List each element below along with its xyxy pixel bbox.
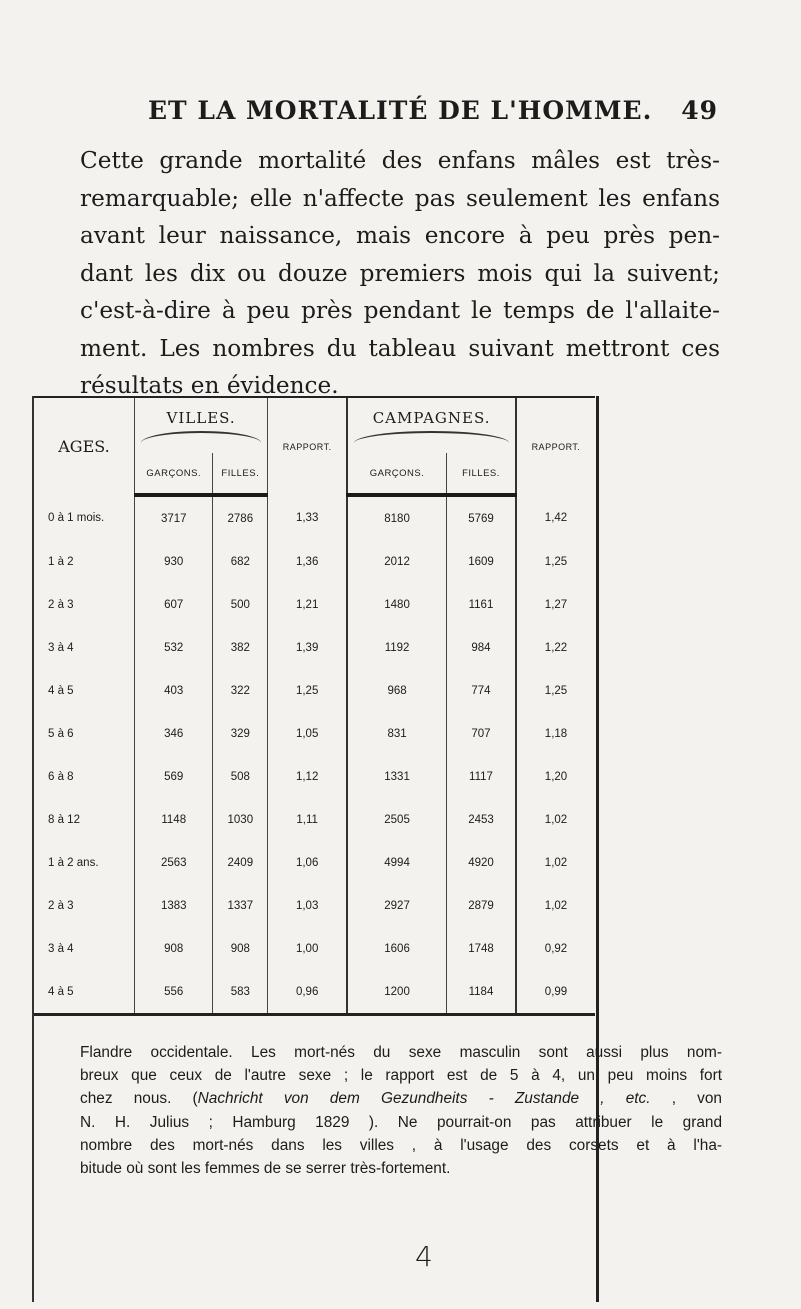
campagnes-rapport-cell: 1,25 (516, 540, 595, 583)
body-paragraph (80, 142, 720, 405)
table-row (34, 540, 595, 583)
campagnes-garcons-cell: 2505 (347, 798, 446, 841)
table-row (34, 669, 595, 712)
villes-garcons-cell: 569 (135, 755, 213, 798)
villes-rapport-header: RAPPORT. (268, 397, 348, 495)
age-cell: 8 à 12 (48, 813, 80, 826)
paragraph-line: avant leur naissance, mais encore à peu près pen- (80, 222, 720, 249)
paragraph-line: remarquable; elle n'affecte pas seulement les enfans (80, 184, 720, 212)
brace-icon (141, 431, 261, 443)
campagnes-filles-cell: 2453 (446, 798, 516, 841)
villes-rapport-cell: 1,05 (268, 712, 348, 755)
villes-garcons-cell: 2563 (135, 841, 213, 884)
villes-rapport-cell: 1,03 (268, 884, 348, 927)
ages-header: AGES. (34, 397, 135, 495)
footnote-line: breux que ceux de l'autre sexe ; le rapport est de 5 à 4, un peu moins fort (80, 1067, 722, 1085)
campagnes-filles-cell: 1184 (446, 970, 516, 1015)
villes-header (135, 397, 268, 453)
villes-garcons-cell: 908 (135, 927, 213, 970)
campagnes-rapport-cell: 1,18 (516, 712, 595, 755)
paragraph-line: ment. Les nombres du tableau suivant mettront ces (80, 334, 720, 362)
campagnes-rapport-cell: 1,02 (516, 884, 595, 927)
age-cell: 2 à 3 (48, 598, 74, 611)
campagnes-garcons-cell: 1192 (347, 626, 446, 669)
villes-filles-header: FILLES. (213, 453, 268, 495)
campagnes-filles-cell: 1117 (446, 755, 516, 798)
campagnes-rapport-cell: 1,02 (516, 841, 595, 884)
villes-filles-cell: 322 (213, 669, 268, 712)
page-number: 49 (681, 96, 718, 125)
footnote-line: Flandre occidentale. Les mort-nés du sexe masculin sont aussi plus nom- (80, 1044, 722, 1061)
campagnes-rapport-cell: 1,20 (516, 755, 595, 798)
campagnes-filles-cell: 707 (446, 712, 516, 755)
villes-rapport-cell: 1,33 (268, 495, 348, 540)
villes-filles-cell: 583 (213, 970, 268, 1015)
footnote-text: , von (671, 1090, 722, 1108)
villes-garcons-cell: 556 (135, 970, 213, 1015)
villes-filles-cell: 1337 (213, 884, 268, 927)
footnote-line: N. H. Julius ; Hamburg 1829 ). Ne pourrait-on pas attribuer le grand (80, 1113, 722, 1131)
age-cell: 2 à 3 (48, 899, 74, 912)
campagnes-filles-header: FILLES. (446, 453, 516, 495)
paragraph-line: dant les dix ou douze premiers mois qui la suivent; (80, 259, 720, 287)
villes-filles-cell: 500 (213, 583, 268, 626)
age-cell: 4 à 5 (48, 684, 74, 697)
villes-rapport-cell: 1,39 (268, 626, 348, 669)
villes-header-label: VILLES. (166, 408, 236, 427)
campagnes-garcons-cell: 1606 (347, 927, 446, 970)
villes-garcons-header: GARÇONS. (135, 453, 213, 495)
age-cell: 3 à 4 (48, 641, 74, 654)
campagnes-header-label: CAMPAGNES. (372, 408, 491, 427)
campagnes-filles-cell: 984 (446, 626, 516, 669)
villes-garcons-cell: 403 (135, 669, 213, 712)
villes-garcons-cell: 607 (135, 583, 213, 626)
campagnes-garcons-header: GARÇONS. (347, 453, 446, 495)
villes-filles-cell: 682 (213, 540, 268, 583)
villes-rapport-cell: 1,36 (268, 540, 348, 583)
campagnes-rapport-cell: 0,92 (516, 927, 595, 970)
footnote-text: chez nous. ( (80, 1090, 198, 1108)
campagnes-garcons-cell: 1200 (347, 970, 446, 1015)
campagnes-garcons-cell: 831 (347, 712, 446, 755)
age-cell: 1 à 2 (48, 555, 74, 568)
signature-mark: 4 (415, 1240, 433, 1273)
villes-rapport-cell: 1,21 (268, 583, 348, 626)
villes-garcons-cell: 1148 (135, 798, 213, 841)
campagnes-garcons-cell: 1331 (347, 755, 446, 798)
campagnes-header (347, 397, 516, 453)
villes-rapport-cell: 1,00 (268, 927, 348, 970)
villes-garcons-cell: 1383 (135, 884, 213, 927)
campagnes-garcons-cell: 4994 (347, 841, 446, 884)
paragraph-line: c'est-à-dire à peu près pendant le temps de l'allaite- (80, 297, 720, 324)
campagnes-filles-cell: 2879 (446, 884, 516, 927)
footnote-line: nombre des mort-nés dans les villes , à l'usage des corsets et à l'ha- (80, 1136, 722, 1154)
age-cell: 3 à 4 (48, 942, 74, 955)
campagnes-garcons-cell: 1480 (347, 583, 446, 626)
villes-rapport-cell: 0,96 (268, 970, 348, 1015)
footnote-citation: Nachricht von dem Gezundheits - Zustande , etc. (197, 1090, 651, 1108)
campagnes-rapport-cell: 1,42 (516, 495, 595, 540)
table-row (34, 798, 595, 841)
villes-filles-cell: 329 (213, 712, 268, 755)
campagnes-rapport-cell: 0,99 (516, 970, 595, 1015)
table-row (34, 927, 595, 970)
campagnes-rapport-cell: 1,02 (516, 798, 595, 841)
villes-garcons-cell: 930 (135, 540, 213, 583)
campagnes-rapport-cell: 1,22 (516, 626, 595, 669)
age-cell: 0 à 1 mois. (48, 511, 105, 524)
table-row (34, 841, 595, 884)
age-cell: 5 à 6 (48, 727, 74, 740)
campagnes-filles-cell: 4920 (446, 841, 516, 884)
villes-garcons-cell: 3717 (135, 495, 213, 540)
villes-garcons-cell: 532 (135, 626, 213, 669)
campagnes-garcons-cell: 2012 (347, 540, 446, 583)
campagnes-garcons-cell: 968 (347, 669, 446, 712)
villes-filles-cell: 2409 (213, 841, 268, 884)
villes-filles-cell: 508 (213, 755, 268, 798)
villes-filles-cell: 1030 (213, 798, 268, 841)
table-row (34, 884, 595, 927)
campagnes-filles-cell: 1748 (446, 927, 516, 970)
paragraph-line: résultats en évidence. (80, 372, 339, 399)
footnote-line (80, 1087, 722, 1110)
villes-rapport-cell: 1,25 (268, 669, 348, 712)
running-header (78, 96, 718, 125)
table-row (34, 755, 595, 798)
villes-rapport-cell: 1,11 (268, 798, 348, 841)
villes-filles-cell: 908 (213, 927, 268, 970)
campagnes-filles-cell: 1161 (446, 583, 516, 626)
stats-table (34, 396, 595, 1016)
table-row (34, 712, 595, 755)
age-cell: 4 à 5 (34, 970, 135, 1015)
brace-icon (354, 431, 509, 443)
campagnes-garcons-cell: 8180 (347, 495, 446, 540)
footnote (80, 1041, 722, 1180)
villes-filles-cell: 2786 (213, 495, 268, 540)
table-body (34, 495, 595, 1015)
table-row (34, 626, 595, 669)
footnote-line: bitude où sont les femmes de se serrer très-fortement. (80, 1160, 451, 1178)
campagnes-filles-cell: 5769 (446, 495, 516, 540)
table-row (34, 583, 595, 626)
campagnes-rapport-cell: 1,25 (516, 669, 595, 712)
campagnes-filles-cell: 1609 (446, 540, 516, 583)
age-cell: 1 à 2 ans. (48, 856, 99, 869)
campagnes-garcons-cell: 2927 (347, 884, 446, 927)
villes-rapport-cell: 1,12 (268, 755, 348, 798)
page-title: ET LA MORTALITÉ DE L'HOMME. (148, 96, 653, 125)
villes-filles-cell: 382 (213, 626, 268, 669)
table-row (34, 495, 595, 540)
campagnes-rapport-header: RAPPORT. (516, 397, 595, 495)
paragraph-line: Cette grande mortalité des enfans mâles est très- (80, 147, 720, 174)
campagnes-filles-cell: 774 (446, 669, 516, 712)
villes-rapport-cell: 1,06 (268, 841, 348, 884)
campagnes-rapport-cell: 1,27 (516, 583, 595, 626)
age-cell: 6 à 8 (48, 770, 74, 783)
villes-garcons-cell: 346 (135, 712, 213, 755)
table-row (34, 970, 595, 1015)
